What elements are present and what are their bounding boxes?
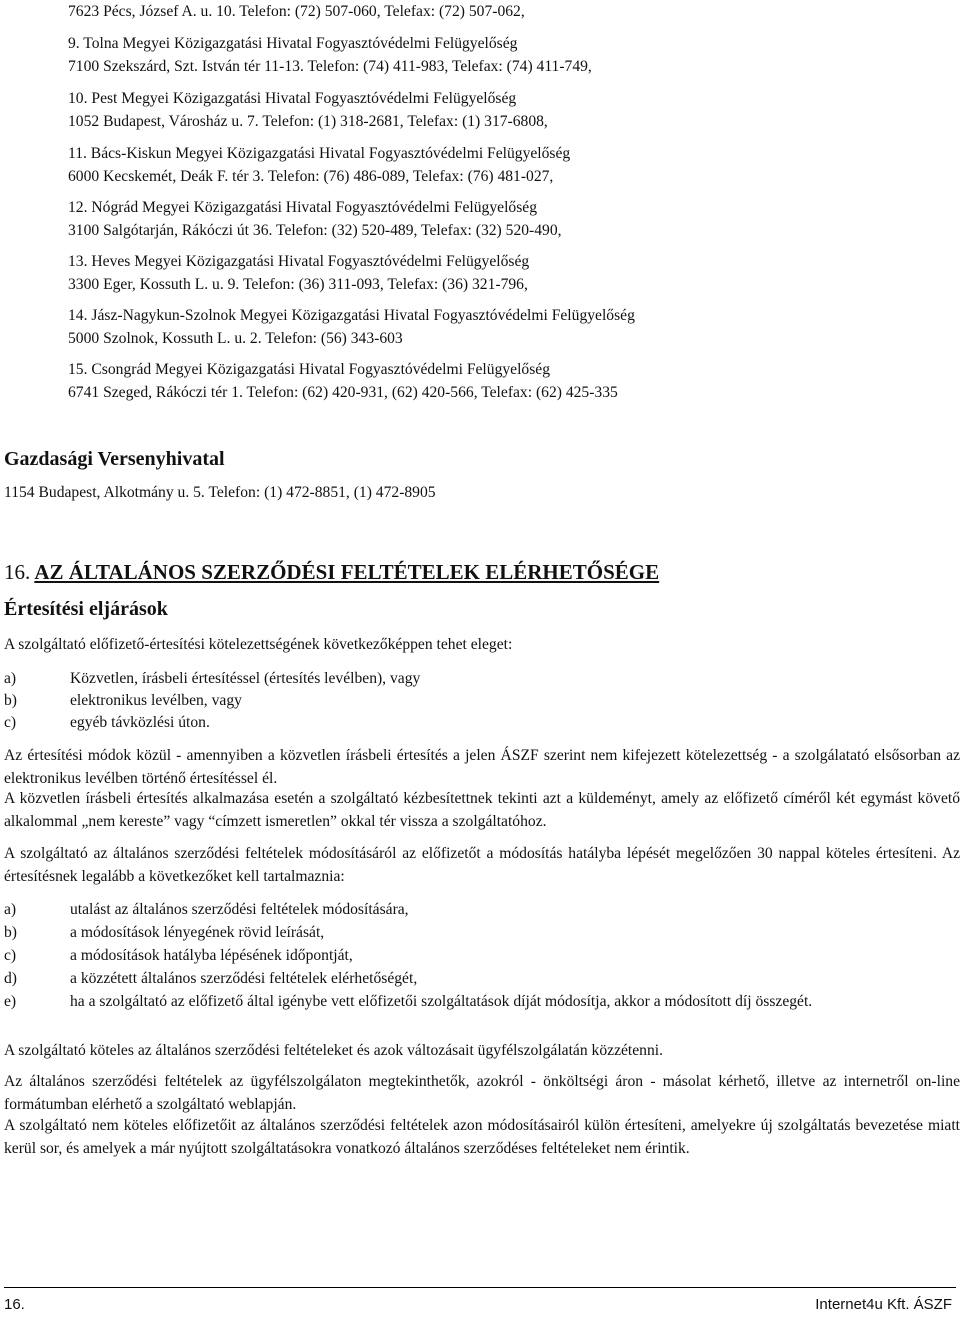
list-marker: b) bbox=[4, 924, 17, 941]
list-item bbox=[4, 898, 960, 921]
office-entry-15 bbox=[68, 358, 618, 404]
office-name: 12. Nógrád Megyei Közigazgatási Hivatal Fogyasztóvédelmi Felügyelőség bbox=[68, 199, 537, 216]
office-entry-11 bbox=[68, 142, 570, 188]
office-name: 13. Heves Megyei Közigazgatási Hivatal Fogyasztóvédelmi Felügyelőség bbox=[68, 253, 530, 270]
office-entry-12 bbox=[68, 196, 562, 242]
list-marker: b) bbox=[4, 692, 17, 709]
office-address: 7623 Pécs, József A. u. 10. Telefon: (72) 507-060, Telefax: (72) 507-062, bbox=[68, 3, 525, 20]
list-item bbox=[4, 921, 960, 944]
list-marker: e) bbox=[4, 993, 17, 1010]
list-marker: d) bbox=[4, 970, 17, 987]
list-item bbox=[4, 711, 960, 734]
notification-methods-list bbox=[4, 667, 960, 734]
paragraph: A közvetlen írásbeli értesítés alkalmazása esetén a szolgáltató kézbesítettnek tekinti azt a küldeményt, amely az előfizető címéről két egymást követő alkalommal „nem kereste” vagy “címzett ismeretlen” okkal tér vissza a szolgáltatóhoz. bbox=[4, 790, 960, 830]
list-text: egyéb távközlési úton. bbox=[70, 714, 210, 731]
office-entry-14 bbox=[68, 304, 635, 350]
footer-company: Internet4u Kft. ÁSZF bbox=[815, 1296, 952, 1313]
gvh-address: 1154 Budapest, Alkotmány u. 5. Telefon: (1) 472-8851, (1) 472-8905 bbox=[4, 484, 436, 501]
office-name: 10. Pest Megyei Közigazgatási Hivatal Fogyasztóvédelmi Felügyelőség bbox=[68, 90, 517, 107]
office-address: 6000 Kecskemét, Deák F. tér 3. Telefon: (76) 486-089, Telefax: (76) 481-027, bbox=[68, 168, 554, 185]
list-text: elektronikus levélben, vagy bbox=[70, 692, 242, 709]
list-item bbox=[4, 990, 960, 1013]
office-entry-10 bbox=[68, 87, 548, 133]
office-entry-8 bbox=[68, 0, 525, 23]
office-entry-9 bbox=[68, 32, 592, 78]
list-text: ha a szolgáltató az előfizető által igénybe vett előfizetői szolgáltatások díját módosítja, akkor a módosított díj összegét. bbox=[70, 993, 813, 1010]
paragraph: Az általános szerződési feltételek az ügyfélszolgálaton megtekinthetők, azokról - önköltségi áron - másolat kérhető, illetve az internetről on-line formátumban elérhető a szolgáltató weblapján. bbox=[4, 1073, 960, 1113]
list-marker: a) bbox=[4, 901, 17, 918]
intro-paragraph: A szolgáltató előfizető-értesítési kötelezettségének következőképpen tehet eleget: bbox=[4, 636, 513, 653]
office-name: 15. Csongrád Megyei Közigazgatási Hivatal Fogyasztóvédelmi Felügyelőség bbox=[68, 361, 550, 378]
paragraph: A szolgáltató köteles az általános szerződési feltételeket és azok változásait ügyfélszolgálatán közzétenni. bbox=[4, 1042, 663, 1059]
list-marker: c) bbox=[4, 947, 17, 964]
footer-page-number: 16. bbox=[4, 1296, 25, 1313]
list-marker: c) bbox=[4, 714, 17, 731]
office-entry-13 bbox=[68, 250, 529, 296]
section-heading bbox=[4, 560, 659, 585]
list-text: a módosítások hatályba lépésének időpontját, bbox=[70, 947, 353, 964]
paragraph: A szolgáltató az általános szerződési feltételek módosításáról az előfizetőt a módosítás hatályba lépését megelőzően 30 nappal köteles értesíteni. Az értesítésnek legalább a következőket kell tartalmaznia: bbox=[4, 845, 960, 885]
list-text: a közzétett általános szerződési feltételek elérhetőségét, bbox=[70, 970, 418, 987]
list-marker: a) bbox=[4, 670, 17, 687]
section-title: AZ ÁLTALÁNOS SZERZŐDÉSI FELTÉTELEK ELÉRHETŐSÉGE bbox=[34, 560, 660, 584]
office-address: 7100 Szekszárd, Szt. István tér 11-13. Telefon: (74) 411-983, Telefax: (74) 411-749, bbox=[68, 58, 592, 75]
subsection-title: Értesítési eljárások bbox=[4, 598, 168, 620]
footer-divider bbox=[4, 1287, 956, 1288]
paragraph: Az értesítési módok közül - amennyiben a közvetlen írásbeli értesítés a jelen ÁSZF szerint nem kifejezett kötelezettség - a szolgálatató elsősorban az elektronikus levélben történő értesítéssel él. bbox=[4, 747, 960, 787]
office-name: 14. Jász-Nagykun-Szolnok Megyei Közigazgatási Hivatal Fogyasztóvédelmi Felügyelőség bbox=[68, 307, 635, 324]
list-text: utalást az általános szerződési feltételek módosítására, bbox=[70, 901, 409, 918]
list-item bbox=[4, 667, 960, 690]
list-text: a módosítások lényegének rövid leírását, bbox=[70, 924, 325, 941]
list-text: Közvetlen, írásbeli értesítéssel (értesítés levélben), vagy bbox=[70, 670, 421, 687]
gvh-title: Gazdasági Versenyhivatal bbox=[4, 448, 225, 470]
office-address: 5000 Szolnok, Kossuth L. u. 2. Telefon: (56) 343-603 bbox=[68, 330, 403, 347]
list-item bbox=[4, 689, 960, 712]
office-address: 1052 Budapest, Városház u. 7. Telefon: (1) 318-2681, Telefax: (1) 317-6808, bbox=[68, 113, 548, 130]
list-item bbox=[4, 944, 960, 967]
office-name: 9. Tolna Megyei Közigazgatási Hivatal Fogyasztóvédelmi Felügyelőség bbox=[68, 35, 518, 52]
office-address: 3300 Eger, Kossuth L. u. 9. Telefon: (36) 311-093, Telefax: (36) 321-796, bbox=[68, 276, 528, 293]
section-number: 16. bbox=[4, 560, 31, 584]
office-name: 11. Bács-Kiskun Megyei Közigazgatási Hivatal Fogyasztóvédelmi Felügyelőség bbox=[68, 145, 571, 162]
paragraph: A szolgáltató nem köteles előfizetőit az általános szerződési feltételek azon módosításairól külön értesíteni, amelyekre új szolgáltatás bevezetése miatt kerül sor, és amelyek a már nyújtott szolgáltatásokra vonatkozó általános szerződéses feltételeket nem érintik. bbox=[4, 1117, 960, 1157]
notification-contents-list bbox=[4, 898, 960, 1013]
office-address: 6741 Szeged, Rákóczi tér 1. Telefon: (62) 420-931, (62) 420-566, Telefax: (62) 425-335 bbox=[68, 384, 618, 401]
office-address: 3100 Salgótarján, Rákóczi út 36. Telefon: (32) 520-489, Telefax: (32) 520-490, bbox=[68, 222, 562, 239]
list-item bbox=[4, 967, 960, 990]
